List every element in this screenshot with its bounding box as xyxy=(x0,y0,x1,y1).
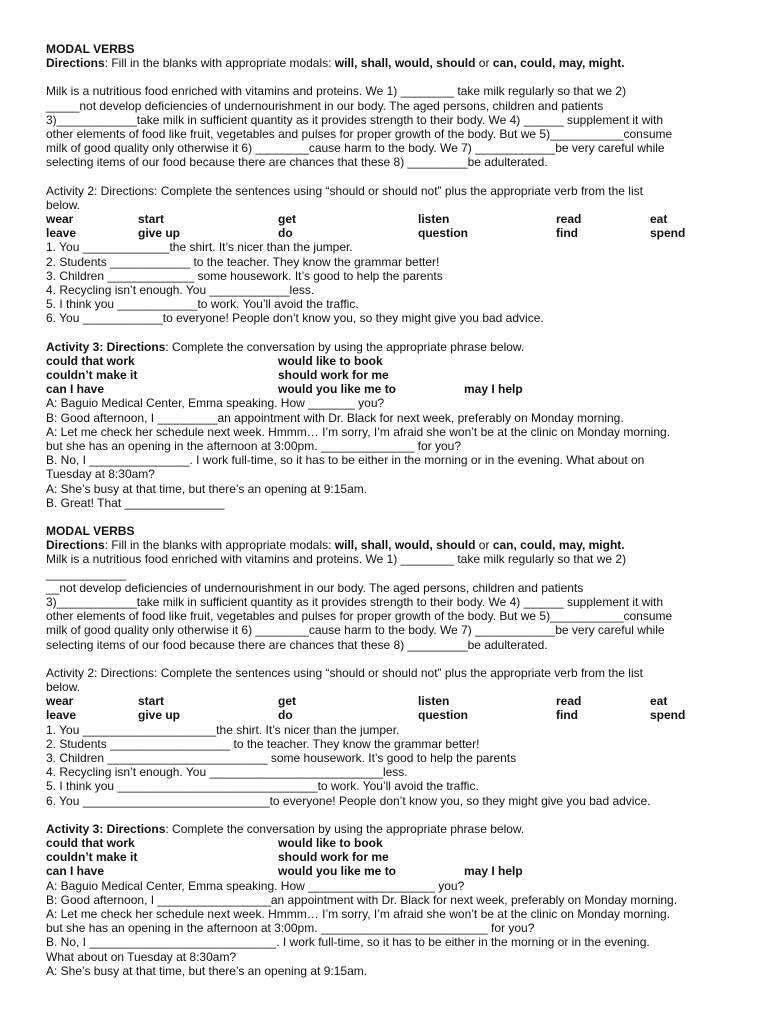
verb-word: read xyxy=(556,694,582,709)
modals-list-2: can, could, may, might. xyxy=(492,538,625,553)
spacer xyxy=(46,808,726,822)
worksheet-section xyxy=(46,524,726,978)
verb-word: get xyxy=(278,694,296,709)
dialogue-line: A: Baguio Medical Center, Emma speaking. How _______ you? xyxy=(46,396,385,411)
exercise-sentence: 3. Children ________________________ some housework. It’s good to help the parents xyxy=(46,751,517,766)
exercise-sentence: 5. I think you ______________________________to work. You’ll avoid the traffic. xyxy=(46,779,479,794)
verb-word: do xyxy=(278,708,293,723)
verb-word: do xyxy=(278,226,293,241)
exercise-sentence: 6. You ____________________________to everyone! People don’t know you, so they might give you bad advice. xyxy=(46,793,651,808)
activity3-label: Activity 3: Directions xyxy=(46,821,166,836)
spacer xyxy=(46,70,726,84)
activity3-label: Activity 3: Directions xyxy=(46,339,166,354)
verb-word: spend xyxy=(650,226,686,241)
directions-text: : Fill in the blanks with appropriate modals: xyxy=(104,538,335,553)
spacer xyxy=(46,326,726,340)
exercise-sentence: 2. Students ____________ to the teacher. They know the grammar better! xyxy=(46,254,440,269)
verb-list-row xyxy=(46,212,726,226)
activity3-directions xyxy=(46,340,726,354)
paragraph-line: other elements of food like fruit, vegetables and pulses for proper growth of the body. But we 5)___________consume xyxy=(46,609,673,624)
verb-word: read xyxy=(556,212,582,227)
phrase-option: should work for me xyxy=(278,368,389,383)
verb-word: give up xyxy=(138,708,181,723)
phrase-option: may I help xyxy=(464,864,523,879)
section-title: MODAL VERBS xyxy=(46,42,135,56)
verb-word: question xyxy=(418,226,468,241)
section-title: MODAL VERBS xyxy=(46,524,135,539)
activity3-text: : Complete the conversation by using the appropriate phrase below. xyxy=(165,339,525,354)
verb-word: question xyxy=(418,708,468,723)
exercise-sentence: 3. Children _____________ some housework. It’s good to help the parents xyxy=(46,268,443,283)
exercise-sentence: 6. You ____________to everyone! People don’t know you, so they might give you bad advice. xyxy=(46,311,544,326)
verb-word: spend xyxy=(650,708,686,723)
phrase-list-row xyxy=(46,368,726,382)
phrase-option: would like to book xyxy=(278,836,383,851)
verb-word: give up xyxy=(138,226,181,241)
exercise-sentence: 4. Recycling isn’t enough. You __________________________less. xyxy=(46,765,408,780)
verb-word: listen xyxy=(418,694,450,709)
spacer xyxy=(46,170,726,184)
worksheet-page xyxy=(46,42,726,978)
paragraph-line: Milk is a nutritious food enriched with vitamins and proteins. We 1) ________ take milk regularly so that we 2) xyxy=(46,84,627,99)
verb-word: start xyxy=(138,694,165,709)
phrase-option: can I have xyxy=(46,382,105,397)
modals-list-1: will, shall, would, should xyxy=(334,56,476,71)
dialogue-line: What about on Tuesday at 8:30am? xyxy=(46,949,237,964)
phrase-list-row xyxy=(46,382,726,396)
paragraph-line: milk of good quality only otherwise it 6) ________cause harm to the body. We 7) ____________be very careful while xyxy=(46,141,665,156)
phrase-option: could that work xyxy=(46,353,135,368)
verb-word: eat xyxy=(650,694,668,709)
spacer xyxy=(46,652,726,666)
verb-list-row xyxy=(46,226,726,240)
phrase-option: may I help xyxy=(464,382,523,397)
exercise-sentence: 2. Students __________________ to the teacher. They know the grammar better! xyxy=(46,736,480,751)
modals-or: or xyxy=(475,56,493,71)
dialogue-line: A: She’s busy at that time, but there’s an opening at 9:15am. xyxy=(46,963,368,978)
verb-word: eat xyxy=(650,212,668,227)
dialogue-line: B. No, I _______________. I work full-time, so it has to be either in the morning or in the evening. What about on xyxy=(46,453,645,468)
paragraph-line: milk of good quality only otherwise it 6) ________cause harm to the body. We 7) ____________be very careful while xyxy=(46,623,665,638)
phrase-option: would you like me to xyxy=(278,382,397,397)
activity2-directions: Activity 2: Directions: Complete the sentences using “should or should not” plus the appropriate verb from the list xyxy=(46,183,643,198)
verb-word: get xyxy=(278,212,296,227)
phrase-list-row xyxy=(46,836,726,850)
spacer xyxy=(46,510,726,524)
paragraph-line: selecting items of our food because there are chances that these 8) _________be adulterated. xyxy=(46,637,548,652)
verb-word: listen xyxy=(418,212,450,227)
dialogue-line: B: Good afternoon, I _________________an appointment with Dr. Black for next week, preferably on Monday morning. xyxy=(46,892,678,907)
directions-line xyxy=(46,538,726,552)
phrase-list-row xyxy=(46,864,726,878)
paragraph-line: selecting items of our food because there are chances that these 8) _________be adulterated. xyxy=(46,155,548,170)
worksheet-section xyxy=(46,42,726,524)
exercise-sentence: 1. You ____________________the shirt. It’s nicer than the jumper. xyxy=(46,722,400,737)
verb-word: start xyxy=(138,212,165,227)
activity3-directions xyxy=(46,822,726,836)
directions-line xyxy=(46,56,726,70)
verb-word: leave xyxy=(46,708,77,723)
activity3-text: : Complete the conversation by using the appropriate phrase below. xyxy=(165,821,525,836)
verb-word: leave xyxy=(46,226,77,241)
modals-or: or xyxy=(475,538,493,553)
dialogue-line: B: Good afternoon, I _________an appointment with Dr. Black for next week, preferably on Monday morning. xyxy=(46,410,624,425)
phrase-option: could that work xyxy=(46,836,135,851)
paragraph-line: _____not develop deficiencies of undernourishment in our body. The aged persons, children and patients xyxy=(46,98,604,113)
paragraph-line: ____________ xyxy=(46,566,127,581)
phrase-option: can I have xyxy=(46,864,105,879)
exercise-sentence: 4. Recycling isn’t enough. You ____________less. xyxy=(46,283,315,298)
phrase-list-row xyxy=(46,354,726,368)
phrase-option: should work for me xyxy=(278,850,389,865)
paragraph-line: Milk is a nutritious food enriched with vitamins and proteins. We 1) ________ take milk regularly so that we 2) xyxy=(46,552,627,567)
dialogue-line: A: Baguio Medical Center, Emma speaking. How ___________________ you? xyxy=(46,878,465,893)
phrase-option: would you like me to xyxy=(278,864,397,879)
phrase-option: would like to book xyxy=(278,353,383,368)
activity2-directions: Activity 2: Directions: Complete the sentences using “should or should not” plus the appropriate verb from the list xyxy=(46,665,643,680)
verb-word: find xyxy=(556,226,578,241)
activity2-directions: below. xyxy=(46,680,81,695)
verb-word: wear xyxy=(46,212,74,227)
verb-word: find xyxy=(556,708,578,723)
dialogue-line: A: Let me check her schedule next week. Hmmm… I’m sorry, I’m afraid she won’t be at the clinic on Monday morning. xyxy=(46,424,671,439)
exercise-sentence: 5. I think you ____________to work. You’ll avoid the traffic. xyxy=(46,297,359,312)
directions-label: Directions xyxy=(46,56,105,71)
phrase-option: couldn’t make it xyxy=(46,850,138,865)
paragraph-line: 3)____________take milk in sufficient quantity as it provides strength to their body. We 4) ______ supplement it with xyxy=(46,595,664,610)
verb-list-row xyxy=(46,708,726,722)
exercise-sentence: 1. You _____________the shirt. It’s nicer than the jumper. xyxy=(46,240,353,255)
phrase-list-row xyxy=(46,850,726,864)
activity2-directions: below. xyxy=(46,197,81,212)
dialogue-line: A: Let me check her schedule next week. Hmmm… I’m sorry, I’m afraid she won’t be at the clinic on Monday morning. xyxy=(46,907,671,922)
verb-word: wear xyxy=(46,694,74,709)
phrase-option: couldn’t make it xyxy=(46,368,138,383)
dialogue-line: B. Great! That _______________ xyxy=(46,495,225,510)
verb-list-row xyxy=(46,694,726,708)
dialogue-line: but she has an opening in the afternoon at 3:00pm. ______________ for you? xyxy=(46,439,461,453)
modals-list-1: will, shall, would, should xyxy=(334,538,476,553)
directions-label: Directions xyxy=(46,538,105,553)
modals-list-2: can, could, may, might. xyxy=(492,56,625,71)
dialogue-line: Tuesday at 8:30am? xyxy=(46,467,155,482)
dialogue-line: B. No, I ____________________________. I work full-time, so it has to be either in the morning or in the evening. xyxy=(46,935,650,950)
paragraph-line: other elements of food like fruit, vegetables and pulses for proper growth of the body. But we 5)___________consume xyxy=(46,127,673,142)
dialogue-line: A: She’s busy at that time, but there’s an opening at 9:15am. xyxy=(46,481,368,496)
dialogue-line: but she has an opening in the afternoon at 3:00pm. _________________________ for you? xyxy=(46,921,535,936)
paragraph-line: __not develop deficiencies of undernourishment in our body. The aged persons, children and patients xyxy=(46,580,584,595)
directions-text: : Fill in the blanks with appropriate modals: xyxy=(104,56,335,71)
paragraph-line: 3)____________take milk in sufficient quantity as it provides strength to their body. We 4) ______ supplement it with xyxy=(46,112,664,127)
